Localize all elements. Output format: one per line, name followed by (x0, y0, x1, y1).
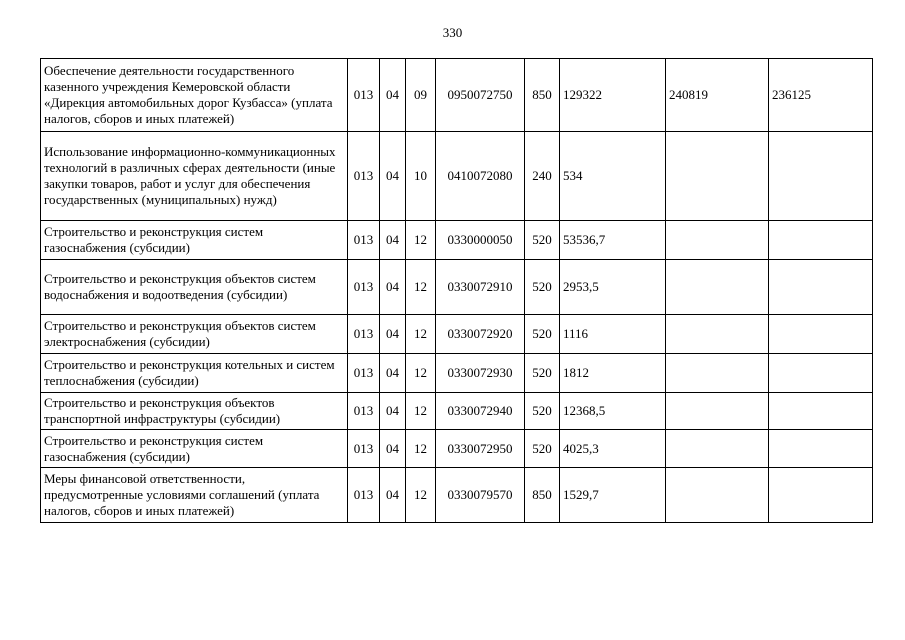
year1-cell: 1812 (560, 354, 666, 393)
rz-cell: 04 (380, 430, 406, 468)
vr-cell: 520 (525, 393, 560, 430)
row-name: Строительство и реконструкция котельных и систем теплоснабжения (субсидии) (41, 354, 348, 393)
table-row (41, 260, 873, 315)
vr-cell: 520 (525, 315, 560, 354)
csr-cell: 0330072940 (436, 393, 525, 430)
grbs-cell: 013 (348, 132, 380, 221)
year3-cell: 236125 (769, 59, 873, 132)
year3-cell (769, 430, 873, 468)
rz-cell: 04 (380, 59, 406, 132)
year1-cell: 2953,5 (560, 260, 666, 315)
pr-cell: 10 (406, 132, 436, 221)
row-name: Обеспечение деятельности государственного казенного учреждения Кемеровской области «Дирекция автомобильных дорог Кузбасса» (уплата налогов, сборов и иных платежей) (41, 59, 348, 132)
vr-cell: 240 (525, 132, 560, 221)
vr-cell: 520 (525, 260, 560, 315)
year2-cell (666, 393, 769, 430)
csr-cell: 0330072910 (436, 260, 525, 315)
rz-cell: 04 (380, 260, 406, 315)
table-row (41, 354, 873, 393)
pr-cell: 12 (406, 430, 436, 468)
pr-cell: 12 (406, 468, 436, 523)
row-name: Меры финансовой ответственности, предусмотренные условиями соглашений (уплата налогов, сборов и иных платежей) (41, 468, 348, 523)
csr-cell: 0950072750 (436, 59, 525, 132)
table-row (41, 132, 873, 221)
row-name: Строительство и реконструкция объектов транспортной инфраструктуры (субсидии) (41, 393, 348, 430)
table-row (41, 430, 873, 468)
year1-cell: 534 (560, 132, 666, 221)
row-name: Строительство и реконструкция систем газоснабжения (субсидии) (41, 221, 348, 260)
year3-cell (769, 393, 873, 430)
table-row (41, 468, 873, 523)
year2-cell (666, 315, 769, 354)
grbs-cell: 013 (348, 260, 380, 315)
year2-cell (666, 260, 769, 315)
table-row (41, 59, 873, 132)
csr-cell: 0330072930 (436, 354, 525, 393)
table-row (41, 393, 873, 430)
year2-cell (666, 430, 769, 468)
table-row (41, 315, 873, 354)
rz-cell: 04 (380, 221, 406, 260)
year3-cell (769, 468, 873, 523)
vr-cell: 850 (525, 468, 560, 523)
budget-table (40, 58, 873, 523)
table-row (41, 221, 873, 260)
grbs-cell: 013 (348, 354, 380, 393)
year2-cell (666, 132, 769, 221)
pr-cell: 12 (406, 221, 436, 260)
grbs-cell: 013 (348, 468, 380, 523)
pr-cell: 12 (406, 260, 436, 315)
year1-cell: 53536,7 (560, 221, 666, 260)
csr-cell: 0330072950 (436, 430, 525, 468)
grbs-cell: 013 (348, 221, 380, 260)
year1-cell: 1529,7 (560, 468, 666, 523)
rz-cell: 04 (380, 468, 406, 523)
vr-cell: 520 (525, 430, 560, 468)
row-name: Использование информационно-коммуникационных технологий в различных сферах деятельности (иные закупки товаров, работ и услуг для обеспечения государственных (муниципальных) нужд) (41, 132, 348, 221)
csr-cell: 0330079570 (436, 468, 525, 523)
year1-cell: 129322 (560, 59, 666, 132)
row-name: Строительство и реконструкция систем газоснабжения (субсидии) (41, 430, 348, 468)
year2-cell (666, 468, 769, 523)
year3-cell (769, 221, 873, 260)
csr-cell: 0410072080 (436, 132, 525, 221)
csr-cell: 0330000050 (436, 221, 525, 260)
year3-cell (769, 260, 873, 315)
year1-cell: 1116 (560, 315, 666, 354)
vr-cell: 520 (525, 221, 560, 260)
year2-cell: 240819 (666, 59, 769, 132)
pr-cell: 12 (406, 393, 436, 430)
grbs-cell: 013 (348, 315, 380, 354)
year1-cell: 4025,3 (560, 430, 666, 468)
row-name: Строительство и реконструкция объектов систем водоснабжения и водоотведения (субсидии) (41, 260, 348, 315)
pr-cell: 12 (406, 315, 436, 354)
rz-cell: 04 (380, 315, 406, 354)
grbs-cell: 013 (348, 430, 380, 468)
year3-cell (769, 132, 873, 221)
vr-cell: 850 (525, 59, 560, 132)
year3-cell (769, 354, 873, 393)
pr-cell: 09 (406, 59, 436, 132)
year1-cell: 12368,5 (560, 393, 666, 430)
rz-cell: 04 (380, 132, 406, 221)
csr-cell: 0330072920 (436, 315, 525, 354)
pr-cell: 12 (406, 354, 436, 393)
vr-cell: 520 (525, 354, 560, 393)
year2-cell (666, 221, 769, 260)
page-number: 330 (442, 25, 463, 40)
row-name: Строительство и реконструкция объектов систем электроснабжения (субсидии) (41, 315, 348, 354)
rz-cell: 04 (380, 354, 406, 393)
grbs-cell: 013 (348, 393, 380, 430)
rz-cell: 04 (380, 393, 406, 430)
grbs-cell: 013 (348, 59, 380, 132)
year2-cell (666, 354, 769, 393)
year3-cell (769, 315, 873, 354)
